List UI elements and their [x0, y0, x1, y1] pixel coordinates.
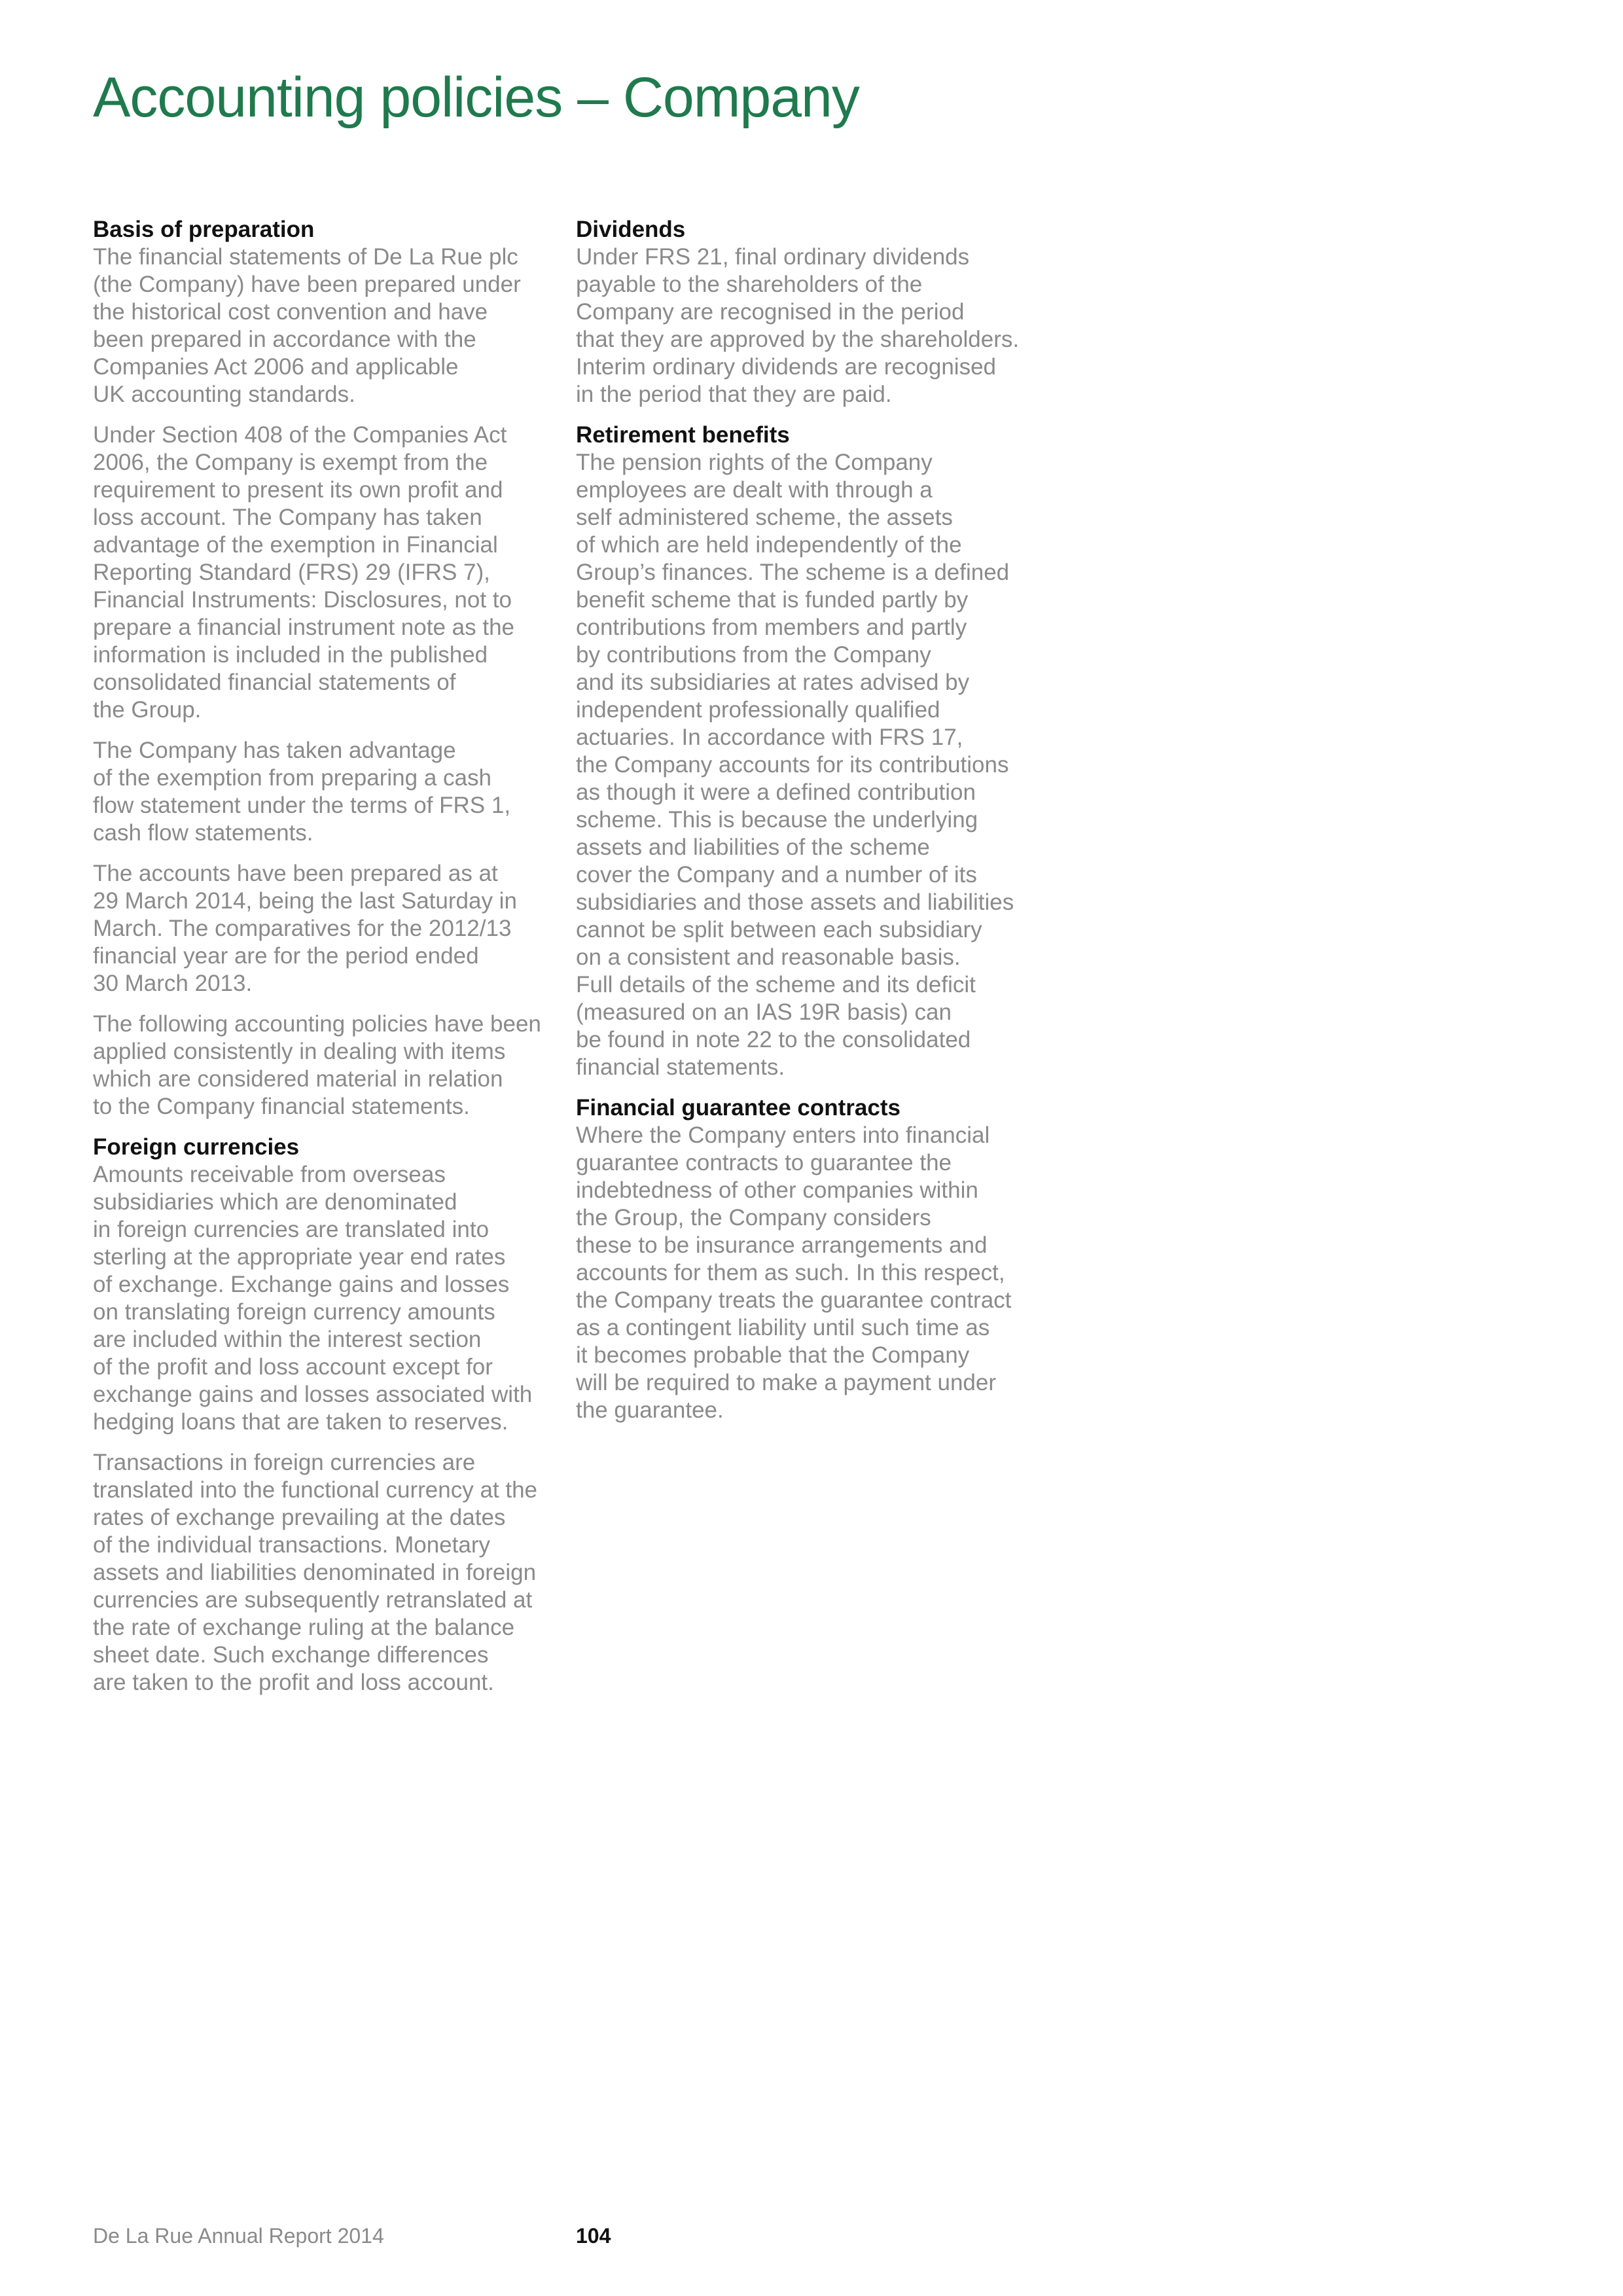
section-dividends: [576, 216, 1034, 408]
paragraph: The financial statements of De La Rue plc (the Company) have been prepared under the historical cost convention and have been prepared in accordance with the Companies Act 2006 and applicable UK accounting standards.: [93, 244, 521, 407]
paragraph: Where the Company enters into financial guarantee contracts to guarantee the indebtedness of other companies within the Group, the Company considers these to be insurance arrangements and accounts for them as such. In this respect, the Company treats the guarantee contract as a contingent liability until such time as it becomes probable that the Company will be required to make a payment under the guarantee.: [576, 1122, 1012, 1423]
paragraph: Under FRS 21, final ordinary dividends payable to the shareholders of the Company are recognised in the period that they are approved by the shareholders. Interim ordinary dividends are recognised in the period that they are paid.: [576, 244, 1020, 407]
paragraph: The following accounting policies have been applied consistently in dealing with items which are considered material in relation to the Company financial statements.: [93, 1011, 541, 1119]
section-basis-of-preparation: [93, 216, 551, 1121]
section-financial-guarantee-contracts: [576, 1094, 1034, 1424]
section-foreign-currencies: [93, 1134, 551, 1696]
footer-report-name: De La Rue Annual Report 2014: [93, 2224, 384, 2248]
right-column: [576, 216, 1034, 1437]
page-title: Accounting policies – Company: [93, 66, 859, 129]
paragraph: The accounts have been prepared as at 29 March 2014, being the last Saturday in March. The comparatives for the 2012/13 financial year are for the period ended 30 March 2013.: [93, 861, 517, 996]
section-heading: Foreign currencies: [93, 1134, 300, 1160]
paragraph: Amounts receivable from overseas subsidiaries which are denominated in foreign currencies are translated into sterling at the appropriate year end rates of exchange. Exchange gains and losses on translating foreign currency amounts are included within the interest section of the profit and loss account except for exchange gains and losses associated with hedging loans that are taken to reserves.: [93, 1162, 533, 1435]
paragraph: The Company has taken advantage of the exemption from preparing a cash flow statement under the terms of FRS 1, cash flow statements.: [93, 738, 511, 846]
left-column: [93, 216, 551, 1710]
section-heading: Financial guarantee contracts: [576, 1095, 901, 1121]
section-heading: Dividends: [576, 217, 686, 242]
section-heading: Basis of preparation: [93, 217, 315, 242]
paragraph: Transactions in foreign currencies are translated into the functional currency at the rates of exchange prevailing at the dates of the individual transactions. Monetary assets and liabilities denominated in foreign currencies are subsequently retranslated at the rate of exchange ruling at the balance sheet date. Such exchange differences are taken to the profit and loss account.: [93, 1450, 538, 1695]
footer-page-number: 104: [576, 2224, 611, 2248]
section-retirement-benefits: [576, 422, 1034, 1081]
paragraph: Under Section 408 of the Companies Act 2006, the Company is exempt from the requirement to present its own profit and loss account. The Company has taken advantage of the exemption in Financial Reporting Standard (FRS) 29 (IFRS 7), Financial Instruments: Disclosures, not to prepare a financial instrument note as the information is included in the published consolidated financial statements of the Group.: [93, 422, 514, 723]
paragraph: The pension rights of the Company employees are dealt with through a self administered scheme, the assets of which are held independently of the Group’s finances. The scheme is a defined benefit scheme that is funded partly by contributions from members and partly by contributions from the Company and its subsidiaries at rates advised by independent professionally qualified actuaries. In accordance with FRS 17, the Company accounts for its contributions as though it were a defined contribution scheme. This is because the underlying assets and liabilities of the scheme cover the Company and a number of its subsidiaries and those assets and liabilities cannot be split between each subsidiary on a consistent and reasonable basis. Full details of the scheme and its deficit (measured on an IAS 19R basis) can be found in note 22 to the consolidated financial statements.: [576, 450, 1014, 1080]
section-heading: Retirement benefits: [576, 422, 790, 448]
